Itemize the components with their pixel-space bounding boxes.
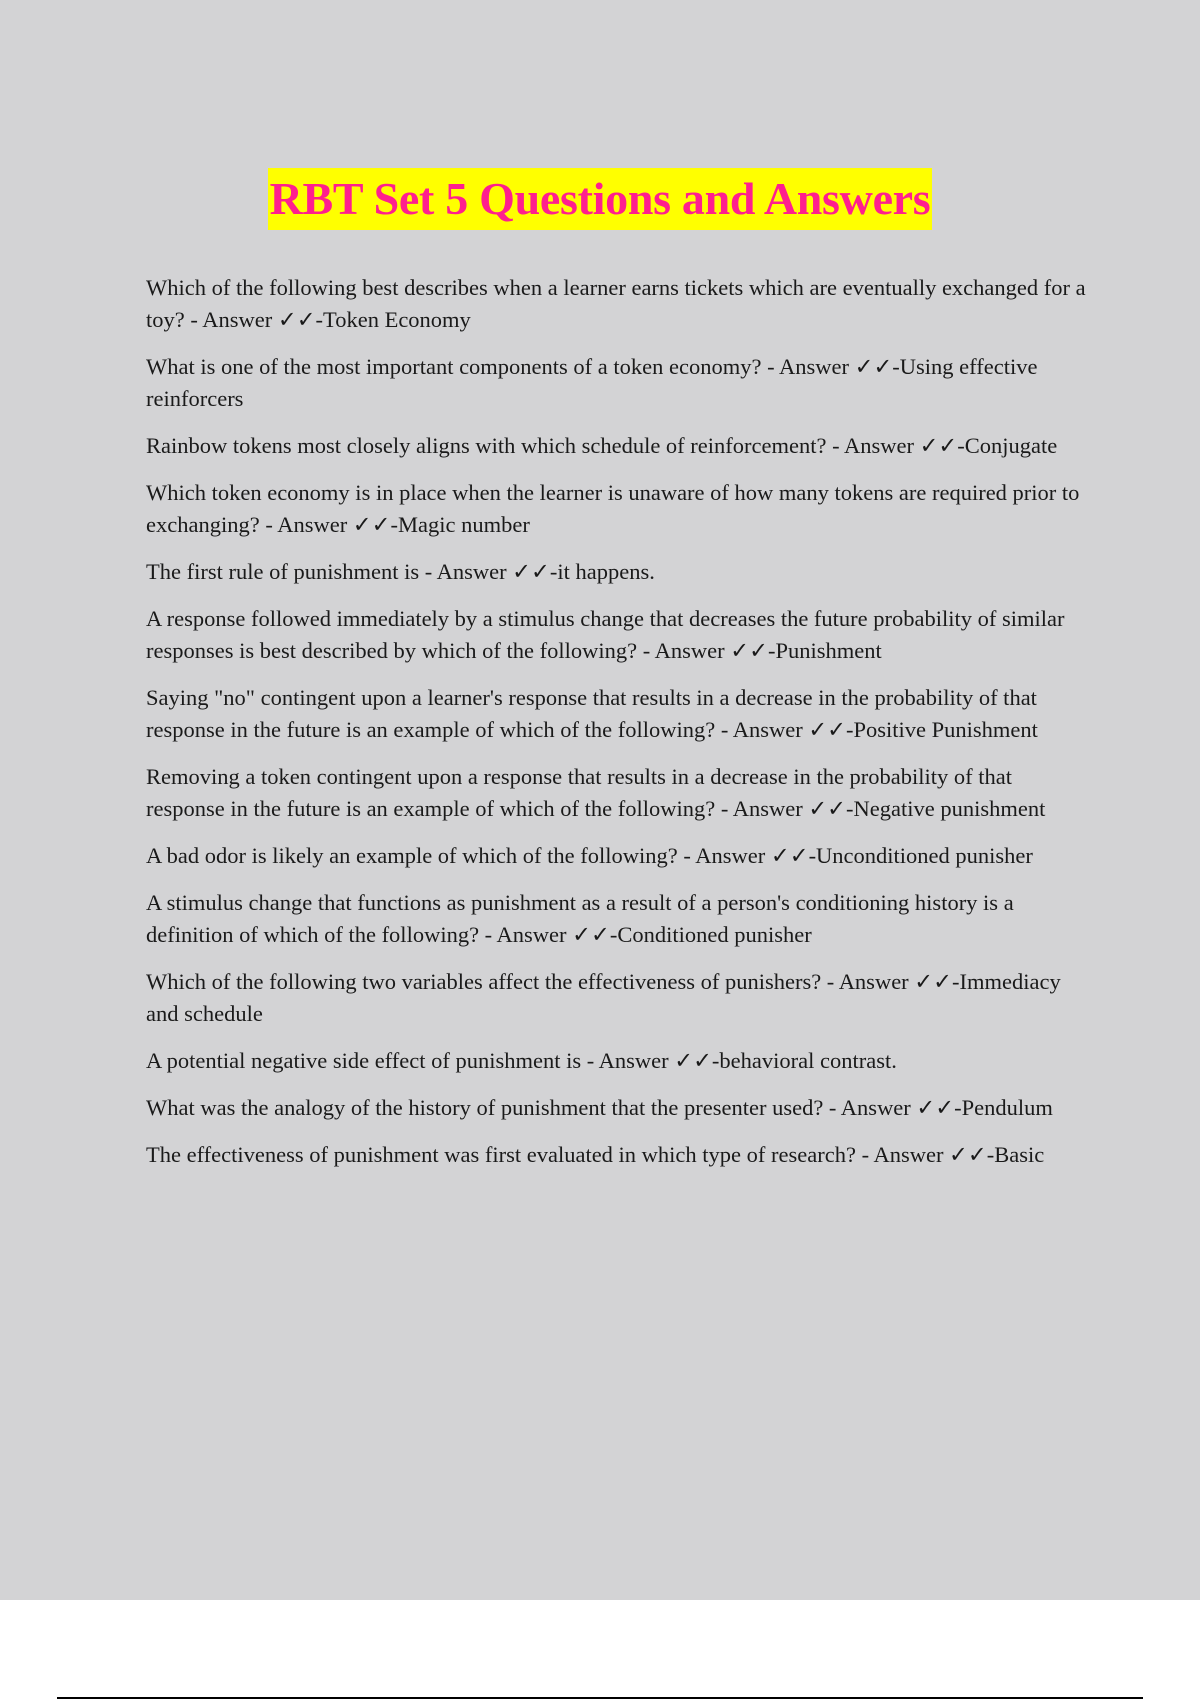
qa-item: The first rule of punishment is - Answer ✓✓-it happens.	[146, 559, 655, 584]
qa-item: Removing a token contingent upon a response that results in a decrease in the probability of that response in the future is an example of which of the following? - Answer ✓✓-Negative punishment	[146, 764, 1046, 821]
qa-item: Which token economy is in place when the learner is unaware of how many tokens are required prior to exchanging? - Answer ✓✓-Magic number	[146, 480, 1080, 537]
qa-item: The effectiveness of punishment was first evaluated in which type of research? - Answer ✓✓-Basic	[146, 1142, 1045, 1167]
page-divider	[57, 1697, 1143, 1699]
qa-item: A stimulus change that functions as punishment as a result of a person's conditioning history is a definition of which of the following? - Answer ✓✓-Conditioned punisher	[146, 890, 1014, 947]
qa-item: A response followed immediately by a stimulus change that decreases the future probability of similar responses is best described by which of the following? - Answer ✓✓-Punishment	[146, 606, 1065, 663]
qa-item: A potential negative side effect of punishment is - Answer ✓✓-behavioral contrast.	[146, 1048, 897, 1073]
document-title: RBT Set 5 Questions and Answers	[268, 168, 933, 230]
qa-list	[146, 272, 1086, 1186]
qa-item: Which of the following two variables affect the effectiveness of punishers? - Answer ✓✓-Immediacy and schedule	[146, 969, 1061, 1026]
qa-item: Rainbow tokens most closely aligns with which schedule of reinforcement? - Answer ✓✓-Conjugate	[146, 433, 1058, 458]
qa-item: Saying "no" contingent upon a learner's response that results in a decrease in the probability of that response in the future is an example of which of the following? - Answer ✓✓-Positive Punishment	[146, 685, 1038, 742]
qa-item: A bad odor is likely an example of which of the following? - Answer ✓✓-Unconditioned punisher	[146, 843, 1033, 868]
qa-item: What is one of the most important components of a token economy? - Answer ✓✓-Using effective reinforcers	[146, 354, 1038, 411]
qa-item: What was the analogy of the history of punishment that the presenter used? - Answer ✓✓-Pendulum	[146, 1095, 1053, 1120]
qa-item: Which of the following best describes when a learner earns tickets which are eventually exchanged for a toy? - Answer ✓✓-Token Economy	[146, 275, 1086, 332]
title-container	[0, 168, 1200, 230]
